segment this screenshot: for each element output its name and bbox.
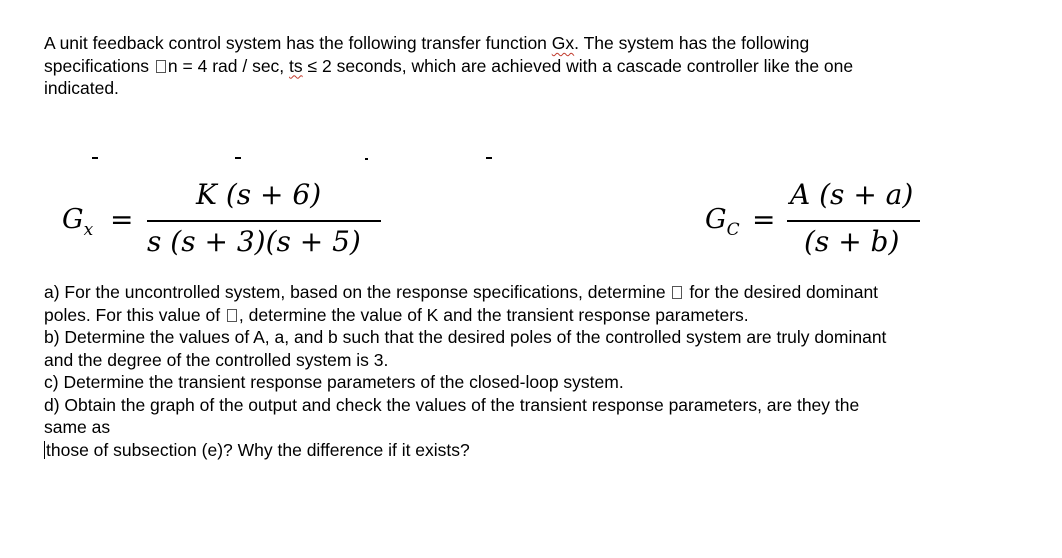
question-c-line-1: c) Determine the transient response parameters of the closed-loop system. <box>44 372 624 392</box>
gx-label: $G_x$ <box>62 204 94 240</box>
stray-mark <box>92 157 98 159</box>
gc-denominator: (s + b) <box>804 225 900 258</box>
gx-inline: Gx <box>551 33 575 53</box>
question-d-line-3: those of subsection (e)? Why the difference if it exists? <box>46 439 470 460</box>
gc-label: $G_C$ <box>705 204 740 240</box>
stray-mark <box>486 157 492 159</box>
gx-numerator: K (s + 6) <box>196 178 322 211</box>
missing-omega-glyph <box>156 60 166 73</box>
stray-mark <box>235 157 241 159</box>
intro-line-1: A unit feedback control system has the following transfer function Gx. The system has the following <box>44 33 810 53</box>
missing-omega-glyph <box>227 309 237 322</box>
questions-list <box>44 281 886 461</box>
question-a-line-1: a) For the uncontrolled system, based on the response specifications, determine for the desired dominant <box>44 282 879 302</box>
gc-equals: = <box>752 203 776 236</box>
question-a-line-2: poles. For this value of , determine the value of K and the transient response parameters. <box>44 304 749 325</box>
gx-denominator: s (s + 3)(s + 5) <box>147 225 361 258</box>
question-b-line-2: and the degree of the controlled system is 3. <box>44 349 389 370</box>
question-b-line-1: b) Determine the values of A, a, and b such that the desired poles of the controlled system are truly dominant <box>44 327 887 347</box>
missing-omega-glyph <box>672 286 682 299</box>
text-cursor <box>44 441 45 459</box>
ts-inline: ts <box>289 55 303 76</box>
gx-equals: = <box>110 203 134 236</box>
stray-mark <box>365 158 368 160</box>
question-d-line-1: d) Obtain the graph of the output and check the values of the transient response parameters, are they the <box>44 394 860 415</box>
gc-numerator: A (s + a) <box>790 178 914 211</box>
intro-line-2: specifications n = 4 rad / sec, ts ≤ 2 seconds, which are achieved with a cascade controller like the one <box>44 55 854 76</box>
gx-fraction-bar <box>147 220 381 222</box>
gc-fraction-bar <box>787 220 920 222</box>
intro-paragraph <box>44 32 853 100</box>
question-d-line-2: same as <box>44 417 111 437</box>
intro-line-3: indicated. <box>44 78 119 98</box>
